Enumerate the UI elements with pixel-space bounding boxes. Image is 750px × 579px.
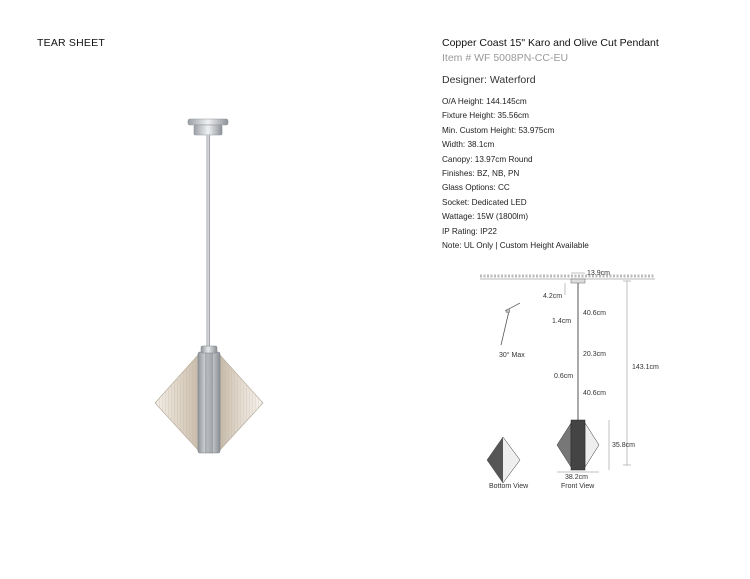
pendant-shade [155, 346, 263, 453]
dim-rod-2: 20.3cm [583, 351, 606, 358]
label-bottom-view: Bottom View [489, 483, 529, 490]
dim-canopy-width: 13.9cm [587, 270, 610, 277]
dim-canopy-height: 4.2cm [543, 293, 563, 300]
dim-fixture-height: 35.8cm [612, 442, 635, 449]
spec-width: Width: 38.1cm [442, 140, 495, 150]
stem-rod [207, 135, 211, 350]
spec-socket: Socket: Dedicated LED [442, 197, 527, 207]
dimension-drawing [475, 265, 690, 495]
item-number: Item # WF 5008PN-CC-EU [442, 52, 569, 64]
dim-rod-1: 40.6cm [583, 310, 606, 317]
spec-oa-height: O/A Height: 144.145cm [442, 97, 527, 106]
label-tilt: 30° Max [499, 352, 525, 359]
spec-glass-options: Glass Options: CC [442, 183, 510, 193]
bottom-view-fixture [487, 437, 520, 483]
spec-fixture-height: Fixture Height: 35.56cm [442, 111, 529, 121]
product-title: Copper Coast 15" Karo and Olive Cut Pendant [442, 37, 659, 49]
designer: Designer: Waterford [442, 74, 536, 86]
product-image [120, 100, 320, 470]
canopy [188, 119, 228, 135]
dim-overall-height: 143.1cm [632, 364, 659, 371]
ceiling-line [480, 276, 655, 279]
dim-rod-gap-2: 0.6cm [554, 373, 574, 380]
dim-fixture-width: 38.2cm [565, 474, 588, 481]
label-front-view: Front View [561, 483, 595, 490]
front-view-fixture [557, 420, 599, 470]
spec-canopy: Canopy: 13.97cm Round [442, 154, 533, 164]
spec-ip-rating: IP Rating: IP22 [442, 226, 497, 236]
spec-min-custom-height: Min. Custom Height: 53.975cm [442, 125, 555, 135]
spec-wattage: Wattage: 15W (1800lm) [442, 212, 529, 222]
dim-rod-3: 40.6cm [583, 390, 606, 397]
dim-rod-gap-1: 1.4cm [552, 318, 572, 325]
tilt-detail [501, 303, 520, 345]
tear-sheet-label: TEAR SHEET [37, 37, 105, 49]
spec-list [442, 95, 742, 253]
spec-finishes: Finishes: BZ, NB, PN [442, 168, 520, 178]
spec-note: Note: UL Only | Custom Height Available [442, 240, 589, 250]
product-info [442, 37, 742, 253]
